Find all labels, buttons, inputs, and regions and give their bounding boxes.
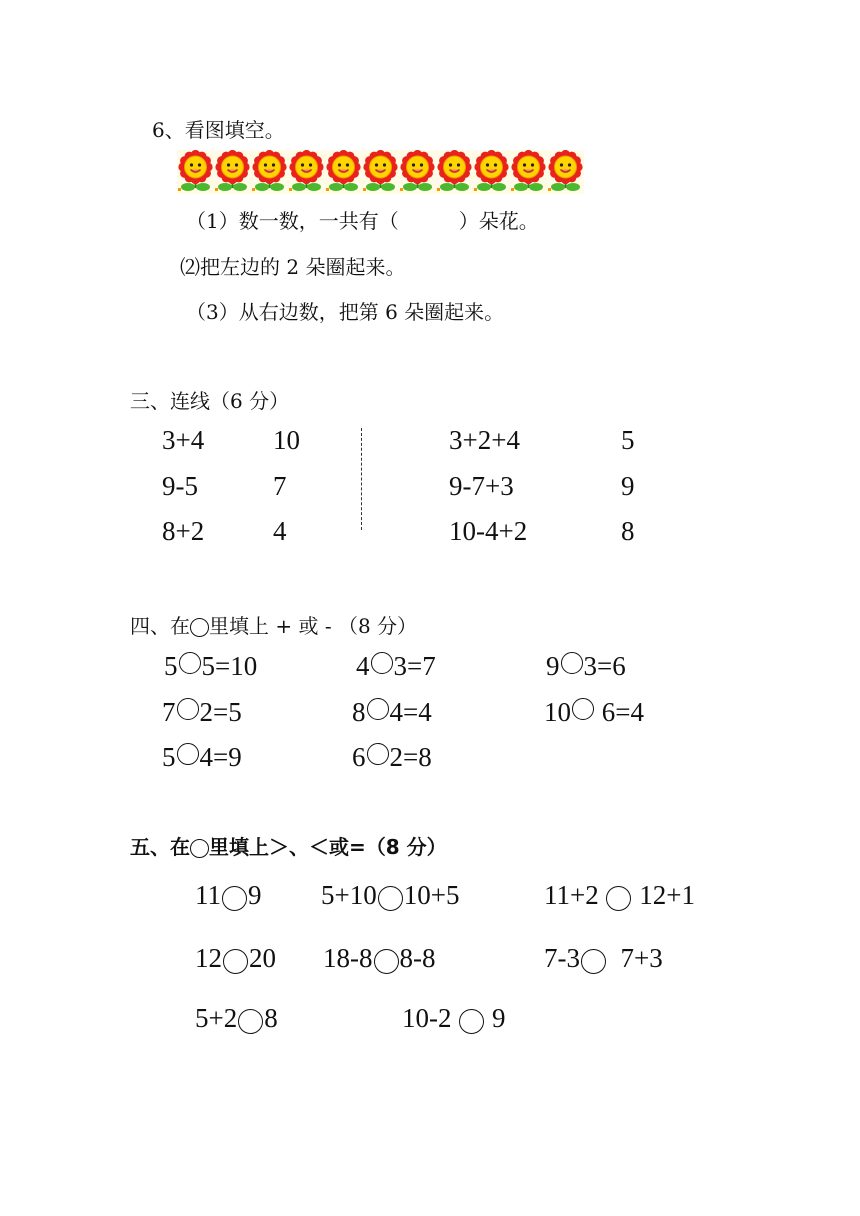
sec5-title-rest: 里填上＞、＜或=（8 分） <box>209 835 447 859</box>
q6-sub1: （1）数一数，一共有（ ）朵花。 <box>186 209 539 233</box>
sec4-title-start: 四、在 <box>130 614 190 638</box>
sec5-item-6: 7-3 7+3 <box>544 943 663 973</box>
sec4-title <box>130 610 417 639</box>
sec4-item-2: 4 3=7 <box>356 651 436 681</box>
sunflower-icon[interactable] <box>214 150 251 194</box>
sec3-title: 三、连线（6 分） <box>130 389 290 413</box>
sec5-item-5: 18-8 8-8 <box>323 943 436 973</box>
q6-sub2: ⑵把左边的 2 朵圈起来。 <box>180 255 406 279</box>
sec5-item-2: 5+10 10+5 <box>321 880 460 910</box>
sec5-title-start: 五、在 <box>130 835 190 859</box>
q6-sub3: （3）从右边数，把第 6 朵圈起来。 <box>186 300 505 324</box>
sunflower-icon[interactable] <box>288 150 325 194</box>
answer-circle[interactable] <box>238 1009 263 1034</box>
sec4-item-1: 5 5=10 <box>164 651 258 681</box>
sec5-item-8: 10-2 9 <box>402 1003 506 1033</box>
sec4-item-6: 10 6=4 <box>544 697 644 727</box>
right-expr-3: 10-4+2 <box>449 516 528 546</box>
sunflower-icon[interactable] <box>362 150 399 194</box>
sec4-item-3: 9 3=6 <box>546 651 626 681</box>
left-expr-2: 9-5 <box>162 471 198 501</box>
left-answer-2: 7 <box>273 471 287 501</box>
sec5-title <box>130 831 447 860</box>
left-answer-3: 4 <box>273 516 287 546</box>
sunflower-icon[interactable] <box>177 150 214 194</box>
sec5-item-1: 11 9 <box>195 880 262 910</box>
sunflower-icon[interactable] <box>436 150 473 194</box>
right-expr-2: 9-7+3 <box>449 471 514 501</box>
left-expr-3: 8+2 <box>162 516 205 546</box>
sec4-item-8: 6 2=8 <box>352 742 432 772</box>
circle-icon <box>190 618 209 637</box>
answer-circle[interactable] <box>561 652 583 674</box>
right-answer-2: 9 <box>621 471 635 501</box>
q6-title: 6、看图填空。 <box>152 118 285 142</box>
answer-circle[interactable] <box>378 886 403 911</box>
circle-icon <box>190 839 209 858</box>
sunflower-icon[interactable] <box>251 150 288 194</box>
sec4-title-rest: 里填上 + 或 - （8 分） <box>209 614 418 638</box>
right-expr-1: 3+2+4 <box>449 425 520 455</box>
answer-circle[interactable] <box>371 652 393 674</box>
answer-circle[interactable] <box>222 886 247 911</box>
sunflower-icon[interactable] <box>399 150 436 194</box>
flower-row <box>177 150 584 194</box>
answer-circle[interactable] <box>572 698 594 720</box>
divider-dashed-line <box>361 428 362 530</box>
sunflower-icon[interactable] <box>473 150 510 194</box>
sec4-item-4: 7 2=5 <box>162 697 242 727</box>
sec5-item-7: 5+2 8 <box>195 1003 278 1033</box>
answer-circle[interactable] <box>177 698 199 720</box>
sec5-item-4: 12 20 <box>195 943 276 973</box>
right-answer-1: 5 <box>621 425 635 455</box>
sec5-item-3: 11+2 12+1 <box>544 880 695 910</box>
right-answer-3: 8 <box>621 516 635 546</box>
sunflower-icon[interactable] <box>547 150 584 194</box>
answer-circle[interactable] <box>177 743 199 765</box>
answer-circle[interactable] <box>179 652 201 674</box>
sunflower-icon[interactable] <box>510 150 547 194</box>
answer-circle[interactable] <box>581 949 606 974</box>
sunflower-icon[interactable] <box>325 150 362 194</box>
answer-circle[interactable] <box>367 743 389 765</box>
answer-circle[interactable] <box>223 949 248 974</box>
answer-circle[interactable] <box>374 949 399 974</box>
answer-circle[interactable] <box>606 886 631 911</box>
sec4-item-5: 8 4=4 <box>352 697 432 727</box>
left-answer-1: 10 <box>273 425 300 455</box>
answer-circle[interactable] <box>459 1009 484 1034</box>
sec4-item-7: 5 4=9 <box>162 742 242 772</box>
answer-circle[interactable] <box>367 698 389 720</box>
left-expr-1: 3+4 <box>162 425 205 455</box>
